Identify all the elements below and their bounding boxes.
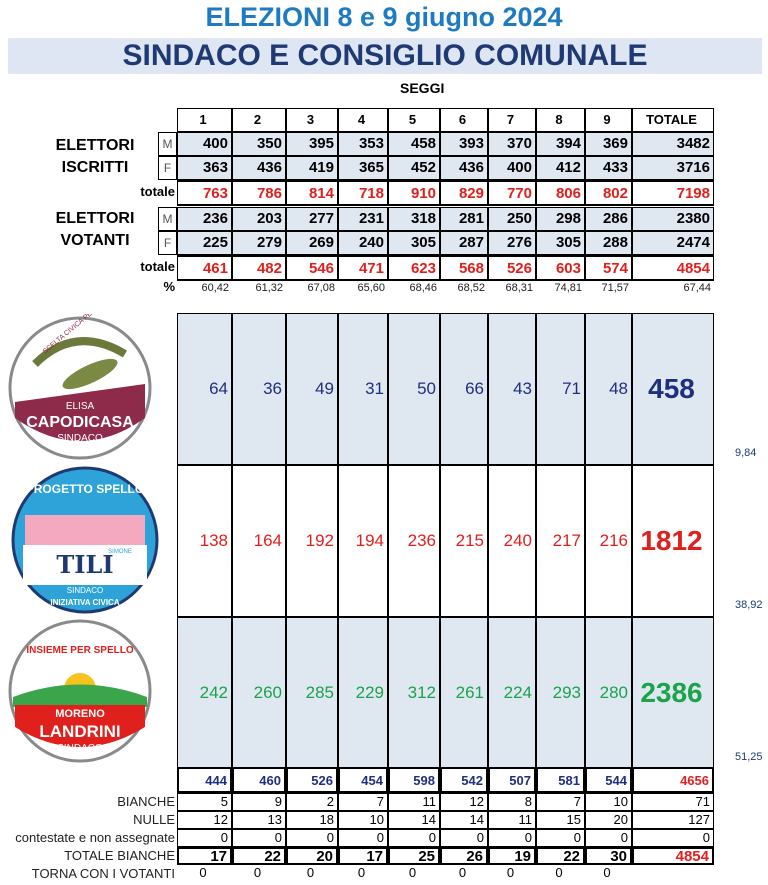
votanti-m-row-cell: 318 [388,207,440,231]
percent-label: % [163,279,175,294]
percent-row-cell: 65,60 [357,282,385,294]
votanti-f-row-cell: 305 [388,231,440,255]
valid-votes-row-cell: 444 [177,767,232,793]
iscritti-f-row-cell: 365 [338,156,388,180]
valid-votes-row-cell: 507 [488,767,536,793]
torna-row-cell: 0 [458,865,467,880]
iscritti-totale-row [177,180,714,206]
header-row-cell: 7 [488,108,536,132]
votanti-totale-row-cell: 603 [536,255,585,281]
votanti-m-row-cell: 277 [286,207,338,231]
share-tili: 38,92 [735,599,763,611]
iscritti-f-label: F [158,156,177,180]
torna-row-cell: 0 [555,865,563,880]
votanti-m-row-cell: 250 [488,207,536,231]
votanti-m-row-cell: 236 [177,207,232,231]
candidate-row-cell: 260 [232,617,286,769]
contestate-row-cell: 0 [232,829,286,847]
nulle-row-cell: 10 [338,811,388,829]
title-dates: ELEZIONI 8 e 9 giugno 2024 [205,2,563,32]
votanti-label-1: ELETTORI [55,210,135,227]
votanti-m-row-cell: 231 [338,207,388,231]
bianche-row-cell: 8 [488,793,536,811]
bianche-row-cell: 10 [585,793,632,811]
torna-row-cell: 0 [357,865,366,880]
valid-votes-row-cell: 598 [388,767,440,793]
nulle-row [177,811,714,829]
logo-role: SINDACO [57,743,103,754]
candidate-row-cell: 43 [488,313,536,465]
iscritti-m-label: M [158,132,177,156]
torna-row [177,865,632,883]
valid-votes-row-cell: 454 [338,767,388,793]
iscritti-totale-row-cell: 786 [232,180,286,206]
percent-row-cell: 71,57 [601,282,629,294]
seggi-heading: SEGGI [400,80,445,96]
bianche-row-cell: 2 [286,793,338,811]
torna-row-cell: 0 [199,865,207,880]
candidate-row-cell: 280 [585,617,632,769]
contestate-row-cell: 0 [488,829,536,847]
bianche-row-cell: 71 [632,793,714,811]
valid-votes-row [177,767,714,793]
contestate-row-cell: 0 [536,829,585,847]
iscritti-m-row-cell: 393 [440,132,488,156]
percent-row-cell: 60,42 [201,282,229,294]
votanti-f-row-cell: 240 [338,231,388,255]
logo-slogan: INSIEME PER SPELLO [26,645,134,656]
logo-role: SINDACO [57,433,103,444]
iscritti-f-row-cell: 436 [232,156,286,180]
votanti-f-row-cell: 276 [488,231,536,255]
iscritti-totale-row-cell: 7198 [632,180,714,206]
percent-row-cell: 74,81 [554,282,582,294]
header-row-cell: 8 [536,108,585,132]
contestate-row [177,829,714,847]
percent-row [177,281,714,297]
votanti-totale-row-cell: 574 [585,255,632,281]
torna-row-cell: 0 [253,865,262,880]
percent-row-cell: 67,08 [307,282,335,294]
votanti-f-row-cell: 2474 [632,231,714,255]
votanti-m-row [177,207,714,231]
votanti-f-row-cell: 287 [440,231,488,255]
iscritti-m-row-cell: 350 [232,132,286,156]
iscritti-m-row-cell: 370 [488,132,536,156]
totale-bianche-row-cell: 30 [585,847,632,865]
share-capodicasa: 9,84 [735,447,757,459]
contestate-row-cell: 0 [632,829,714,847]
nulle-row-cell: 127 [632,811,714,829]
logo-first-name: MORENO [55,708,105,720]
votanti-totale-label: totale [140,259,175,274]
totale-bianche-row [177,847,714,865]
iscritti-totale-label: totale [140,184,175,199]
tili-logo [5,465,165,615]
logo-last-name: TILI [56,550,114,579]
logo-last-name: LANDRINI [39,722,121,741]
bianche-label: BIANCHE [117,794,175,809]
nulle-row-cell: 11 [488,811,536,829]
totale-bianche-row-cell: 17 [177,847,232,865]
iscritti-m-row-cell: 458 [388,132,440,156]
contestate-row-cell: 0 [177,829,232,847]
iscritti-f-row [177,156,714,180]
candidate-row-cell: 2386 [632,617,714,769]
candidate-row-cell: 285 [286,617,338,769]
candidate-row-cell: 138 [177,465,232,617]
totale-bianche-row-cell: 20 [286,847,338,865]
candidate-row-cell: 36 [232,313,286,465]
votanti-f-row-cell: 305 [536,231,585,255]
header-row-cell: 1 [177,108,232,132]
contestate-row-cell: 0 [440,829,488,847]
percent-row-cell: 68,31 [505,282,533,294]
valid-votes-row-cell: 581 [536,767,585,793]
votanti-label-2: VOTANTI [60,232,130,249]
share-landrini: 51,25 [735,751,763,763]
contestate-row-cell: 0 [338,829,388,847]
valid-votes-row-cell: 542 [440,767,488,793]
votanti-totale-row-cell: 4854 [632,255,714,281]
totale-bianche-label: TOTALE BIANCHE [64,848,175,863]
votanti-f-row-cell: 279 [232,231,286,255]
torna-row-cell: 0 [408,865,417,880]
iscritti-f-row-cell: 3716 [632,156,714,180]
contestate-row-cell: 0 [286,829,338,847]
candidate-row-cell: 293 [536,617,585,769]
candidate-row-cell: 312 [388,617,440,769]
votanti-totale-row [177,255,714,281]
candidate-row-cell: 48 [585,313,632,465]
votanti-f-label: F [158,231,177,255]
candidate-row-cell: 194 [338,465,388,617]
votanti-totale-row-cell: 623 [388,255,440,281]
header-row-cell: 6 [440,108,488,132]
candidate-row-cell: 1812 [632,465,714,617]
bianche-row-cell: 5 [177,793,232,811]
candidate-row-cell: 242 [177,617,232,769]
candidate-row-cell: 164 [232,465,286,617]
iscritti-m-row-cell: 3482 [632,132,714,156]
votanti-m-row-cell: 298 [536,207,585,231]
totale-bianche-row-cell: 4854 [632,847,714,865]
valid-votes-row-cell: 526 [286,767,338,793]
iscritti-m-row-cell: 394 [536,132,585,156]
candidate-row [177,313,714,465]
iscritti-totale-row-cell: 814 [286,180,338,206]
votanti-f-row-cell: 269 [286,231,338,255]
logo-first-name: SIMONE [108,549,132,555]
votanti-totale-row-cell: 546 [286,255,338,281]
bianche-row-cell: 7 [536,793,585,811]
percent-row-cell: 68,46 [409,282,437,294]
torna-label: TORNA CON I VOTANTI [31,866,175,881]
valid-votes-row-cell: 4656 [632,767,714,793]
votanti-f-row [177,231,714,255]
iscritti-totale-row-cell: 763 [177,180,232,206]
iscritti-f-row-cell: 436 [440,156,488,180]
candidate-row-cell: 71 [536,313,585,465]
iscritti-totale-row-cell: 829 [440,180,488,206]
candidate-row-cell: 261 [440,617,488,769]
torna-row-cell: 0 [603,865,611,880]
candidate-row-cell: 31 [338,313,388,465]
nulle-row-cell: 18 [286,811,338,829]
logo-slogan: PROGETTO SPELLO [25,482,145,496]
percent-row-cell: 61,32 [255,282,283,294]
candidate-row-cell: 217 [536,465,585,617]
iscritti-m-row-cell: 400 [177,132,232,156]
totale-bianche-row-cell: 26 [440,847,488,865]
bianche-row [177,793,714,811]
candidate-row [177,465,714,617]
header-row-cell: 9 [585,108,632,132]
candidate-row-cell: 64 [177,313,232,465]
iscritti-totale-row-cell: 718 [338,180,388,206]
candidate-row-cell: 240 [488,465,536,617]
header-row-cell: 4 [338,108,388,132]
candidate-row-cell: 458 [632,313,714,465]
iscritti-f-row-cell: 400 [488,156,536,180]
totale-bianche-row-cell: 22 [536,847,585,865]
iscritti-m-row [177,132,714,156]
header-row-cell: 2 [232,108,286,132]
iscritti-f-row-cell: 363 [177,156,232,180]
votanti-m-label: M [158,207,177,231]
votanti-totale-row-cell: 461 [177,255,232,281]
candidate-row-cell: 50 [388,313,440,465]
landrini-logo [5,617,155,765]
candidate-row-cell: 192 [286,465,338,617]
iscritti-m-row-cell: 353 [338,132,388,156]
percent-row-cell: 67,44 [683,282,711,294]
bianche-row-cell: 7 [338,793,388,811]
iscritti-f-row-cell: 412 [536,156,585,180]
header-row [177,108,714,132]
logo-last-name: CAPODICASA [26,414,134,431]
header-row-cell: TOTALE [632,108,714,132]
votanti-totale-row-cell: 526 [488,255,536,281]
candidate-row-cell: 229 [338,617,388,769]
nulle-row-cell: 13 [232,811,286,829]
votanti-f-row-cell: 225 [177,231,232,255]
totale-bianche-row-cell: 22 [232,847,286,865]
logo-bottom: INIZIATIVA CIVICA [50,598,120,607]
torna-row-cell: 0 [506,865,515,880]
torna-row-cell: 0 [306,865,315,880]
candidate-row-cell: 224 [488,617,536,769]
candidate-row-cell: 66 [440,313,488,465]
iscritti-f-row-cell: 419 [286,156,338,180]
contestate-row-cell: 0 [585,829,632,847]
totale-bianche-row-cell: 17 [338,847,388,865]
contestate-row-cell: 0 [388,829,440,847]
title-banner: SINDACO E CONSIGLIO COMUNALE [8,38,762,74]
candidate-row-cell: 49 [286,313,338,465]
votanti-totale-row-cell: 471 [338,255,388,281]
iscritti-totale-row-cell: 910 [388,180,440,206]
totale-bianche-row-cell: 19 [488,847,536,865]
bianche-row-cell: 9 [232,793,286,811]
votanti-m-row-cell: 286 [585,207,632,231]
bianche-row-cell: 11 [388,793,440,811]
nulle-row-cell: 20 [585,811,632,829]
candidate-row-cell: 236 [388,465,440,617]
candidate-row-cell: 215 [440,465,488,617]
votanti-f-row-cell: 288 [585,231,632,255]
header-row-cell: 3 [286,108,338,132]
totale-bianche-row-cell: 25 [388,847,440,865]
iscritti-m-row-cell: 369 [585,132,632,156]
nulle-label: NULLE [133,812,175,827]
iscritti-f-row-cell: 452 [388,156,440,180]
capodicasa-logo [5,314,155,462]
logo-role: SINDACO [66,586,104,595]
contestate-label: contestate e non assegnate [15,830,175,845]
iscritti-totale-row-cell: 806 [536,180,585,206]
bianche-row-cell: 12 [440,793,488,811]
iscritti-m-row-cell: 395 [286,132,338,156]
nulle-row-cell: 15 [536,811,585,829]
valid-votes-row-cell: 544 [585,767,632,793]
header-row-cell: 5 [388,108,440,132]
iscritti-label-2: ISCRITTI [61,159,129,176]
votanti-totale-row-cell: 482 [232,255,286,281]
nulle-row-cell: 14 [388,811,440,829]
nulle-row-cell: 12 [177,811,232,829]
iscritti-totale-row-cell: 770 [488,180,536,206]
iscritti-f-row-cell: 433 [585,156,632,180]
candidate-row [177,617,714,769]
iscritti-label-1: ELETTORI [55,137,135,154]
votanti-m-row-cell: 281 [440,207,488,231]
votanti-m-row-cell: 203 [232,207,286,231]
logo-first-name: ELISA [65,401,95,412]
percent-row-cell: 68,52 [457,282,485,294]
votanti-m-row-cell: 2380 [632,207,714,231]
valid-votes-row-cell: 460 [232,767,286,793]
nulle-row-cell: 14 [440,811,488,829]
votanti-totale-row-cell: 568 [440,255,488,281]
iscritti-totale-row-cell: 802 [585,180,632,206]
candidate-row-cell: 216 [585,465,632,617]
